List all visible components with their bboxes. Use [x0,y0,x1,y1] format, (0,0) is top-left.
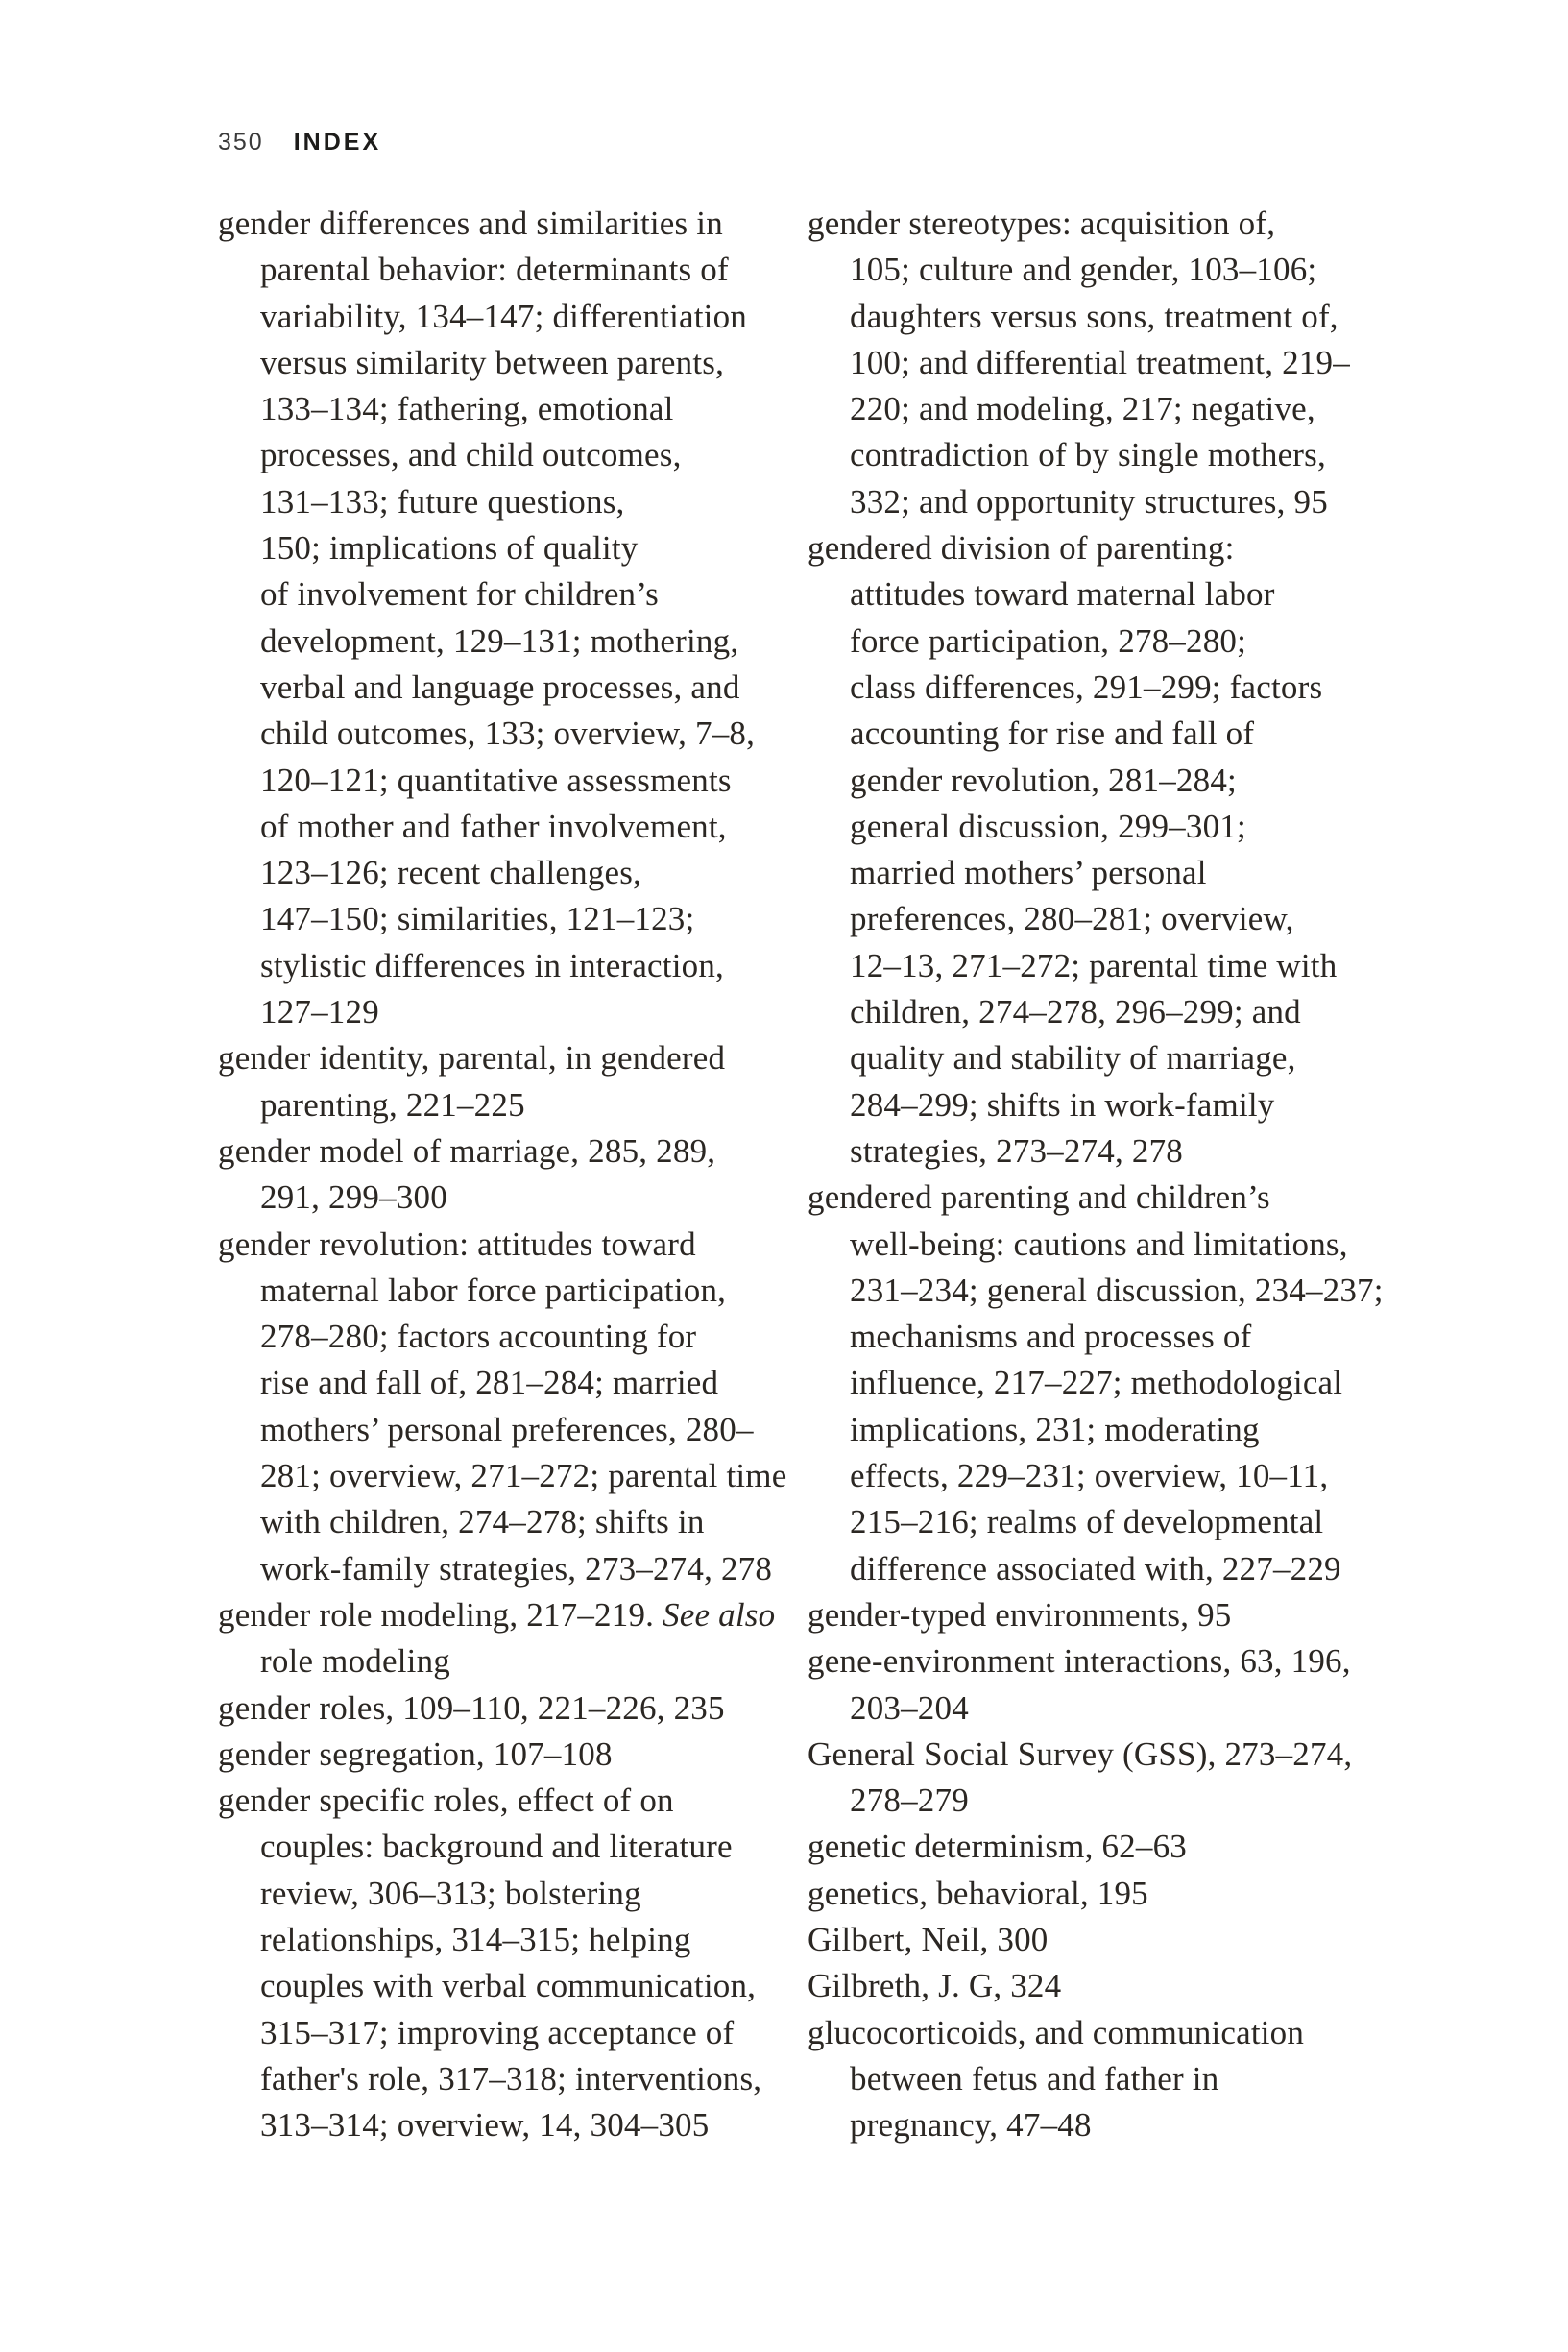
index-column-left [218,201,786,2148]
index-line: mothers’ personal preferences, 280– [260,1410,754,1448]
index-line: class differences, 291–299; factors [850,667,1323,706]
index-line: relationships, 314–315; helping [260,1920,691,1958]
index-line: gender revolution, 281–284; [850,761,1237,799]
index-line: quality and stability of marriage, [850,1039,1296,1078]
index-line: genetics, behavioral, 195 [808,1874,1148,1912]
index-line: General Social Survey (GSS), 273–274, [808,1734,1353,1773]
index-line: gendered parenting and children’s [808,1178,1270,1217]
index-line: of involvement for children’s [260,575,659,614]
index-line: between fetus and father in [850,2059,1219,2097]
index-line: variability, 134–147; differentiation [260,297,748,335]
index-line: rise and fall of, 281–284; married [260,1364,719,1402]
index-line: 278–280; factors accounting for [260,1318,697,1356]
index-line: gender roles, 109–110, 221–226, 235 [218,1688,725,1727]
index-line: 127–129 [260,993,379,1031]
index-line: 215–216; realms of developmental [850,1503,1324,1541]
index-line: gender identity, parental, in gendered [218,1039,726,1078]
index-line: father's role, 317–318; interventions, [260,2059,762,2097]
index-line: 100; and differential treatment, 219– [850,343,1350,381]
index-line: accounting for rise and fall of [850,715,1255,753]
index-line: maternal labor force participation, [260,1271,727,1309]
index-line: 220; and modeling, 217; negative, [850,390,1315,428]
index-line: children, 274–278, 296–299; and [850,993,1301,1031]
index-line: 203–204 [850,1688,969,1727]
index-line: mechanisms and processes of [850,1318,1252,1356]
index-line: Gilbreth, J. G, 324 [808,1967,1062,2005]
index-line: 281; overview, 271–272; parental time [260,1457,787,1495]
page-number: 350 [218,129,264,156]
index-line: gender differences and similarities in [218,205,723,242]
index-line: 231–234; general discussion, 234–237; [850,1271,1384,1309]
index-line: work-family strategies, 273–274, 278 [260,1549,773,1588]
index-line: 150; implications of quality [260,529,639,568]
index-line: genetic determinism, 62–63 [808,1828,1187,1866]
index-line: glucocorticoids, and communication [808,2013,1305,2051]
index-line: 315–317; improving acceptance of [260,2013,735,2051]
index-line: development, 129–131; mothering, [260,621,739,660]
index-line: couples with verbal communication, [260,1967,757,2005]
index-line: gender specific roles, effect of on [218,1782,674,1820]
index-column-right [808,201,1384,2148]
index-line: couples: background and literature [260,1828,733,1866]
index-line: 123–126; recent challenges, [260,854,642,892]
index-line: child outcomes, 133; overview, 7–8, [260,715,756,753]
index-line: 120–121; quantitative assessments [260,761,732,799]
index-line: Gilbert, Neil, 300 [808,1920,1049,1958]
index-line: gender-typed environments, 95 [808,1595,1232,1634]
index-line: force participation, 278–280; [850,621,1247,660]
index-line: 133–134; fathering, emotional [260,390,674,428]
index-line: attitudes toward maternal labor [850,575,1275,614]
index-line: processes, and child outcomes, [260,436,682,474]
running-head-title: INDEX [293,129,382,156]
index-line: parenting, 221–225 [260,1085,525,1124]
index-line: gendered division of parenting: [808,529,1235,568]
index-line: gender role modeling, 217–219. See also [218,1595,776,1634]
index-line: daughters versus sons, treatment of, [850,297,1339,335]
index-line: pregnancy, 47–48 [850,2106,1092,2145]
index-line: contradiction of by single mothers, [850,436,1326,474]
index-line: role modeling [260,1642,450,1681]
page-header [218,131,381,155]
index-line: stylistic differences in interaction, [260,946,724,984]
index-line: preferences, 280–281; overview, [850,900,1294,938]
index-line: parental behavior: determinants of [260,251,729,289]
index-line: 105; culture and gender, 103–106; [850,251,1317,289]
index-line: 284–299; shifts in work-family [850,1085,1275,1124]
index-line: married mothers’ personal [850,854,1207,892]
index-line: effects, 229–231; overview, 10–11, [850,1457,1329,1495]
index-line: implications, 231; moderating [850,1410,1260,1448]
index-line: well-being: cautions and limitations, [850,1224,1348,1263]
index-line: gender revolution: attitudes toward [218,1224,696,1263]
index-line: 131–133; future questions, [260,482,625,521]
index-line: gender segregation, 107–108 [218,1734,613,1773]
index-line: with children, 274–278; shifts in [260,1503,705,1541]
index-line: 332; and opportunity structures, 95 [850,482,1328,521]
index-line: of mother and father involvement, [260,807,727,845]
index-line: verbal and language processes, and [260,667,740,706]
index-line: difference associated with, 227–229 [850,1549,1341,1588]
index-line: general discussion, 299–301; [850,807,1246,845]
index-line: versus similarity between parents, [260,343,725,381]
index-line: gene-environment interactions, 63, 196, [808,1642,1351,1681]
index-line: gender stereotypes: acquisition of, [808,205,1276,242]
index-line: 278–279 [850,1782,969,1820]
index-line: influence, 217–227; methodological [850,1364,1343,1402]
index-line: 313–314; overview, 14, 304–305 [260,2106,710,2145]
index-line: 12–13, 271–272; parental time with [850,946,1338,984]
index-line: 291, 299–300 [260,1178,447,1217]
index-line: 147–150; similarities, 121–123; [260,900,695,938]
index-line: review, 306–313; bolstering [260,1874,641,1912]
index-line: gender model of marriage, 285, 289, [218,1131,716,1170]
index-line: strategies, 273–274, 278 [850,1131,1183,1170]
